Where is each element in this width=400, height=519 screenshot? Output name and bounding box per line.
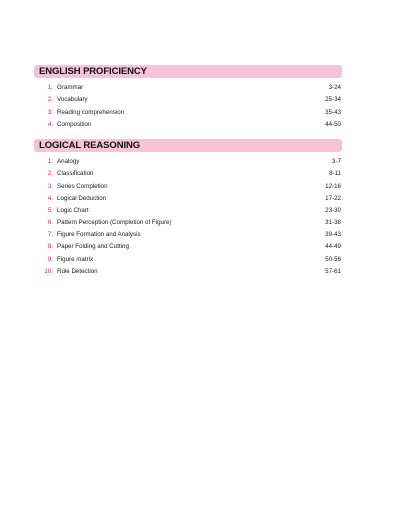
item-label: Figure matrix [57, 255, 94, 263]
item-pages: 23-30 [325, 206, 341, 214]
item-pages: 35-43 [325, 108, 341, 116]
list-item [34, 82, 342, 94]
item-pages: 17-22 [325, 194, 341, 202]
list-item [34, 217, 342, 229]
item-pages: 44-49 [325, 243, 341, 251]
item-label: Reading comprehension [57, 108, 125, 116]
item-label: Composition [57, 120, 92, 128]
item-pages: 57-61 [325, 267, 341, 275]
section-english-proficiency [34, 65, 342, 131]
item-label: Pattern Perception (Completion of Figure) [57, 219, 172, 227]
item-number: 6. [47, 219, 53, 227]
item-pages: 25-34 [325, 96, 341, 104]
list-item [34, 119, 342, 131]
item-number: 8. [47, 243, 53, 251]
item-label: Grammar [57, 84, 84, 91]
item-number: 2. [47, 170, 53, 178]
section-header [34, 65, 342, 78]
list-item [34, 94, 342, 106]
item-label: Series Completion [57, 182, 108, 190]
item-number: 3. [47, 182, 53, 190]
item-number: 2. [47, 96, 53, 104]
item-number: 3. [47, 108, 53, 116]
item-pages: 8-11 [329, 170, 341, 178]
section-header [34, 139, 342, 152]
item-number: 1. [47, 84, 53, 91]
list-item [34, 107, 342, 119]
table-of-contents [34, 65, 342, 286]
list-item [34, 266, 342, 278]
item-pages: 3-24 [328, 84, 341, 91]
item-label: Rule Detection [57, 267, 98, 275]
item-pages: 44-50 [325, 120, 341, 128]
item-pages: 12-16 [325, 182, 341, 190]
item-pages: 39-43 [325, 231, 341, 239]
contents-list [34, 82, 342, 131]
list-item [34, 168, 342, 180]
contents-list [34, 156, 342, 278]
list-item [34, 254, 342, 266]
item-label: Vocabulary [57, 96, 88, 104]
item-number: 4. [47, 120, 53, 128]
list-item [34, 156, 342, 168]
section-logical-reasoning [34, 139, 342, 278]
item-label: Logic Chart [57, 206, 89, 214]
item-label: Paper Folding and Cutting [57, 243, 129, 251]
item-label: Analogy [57, 158, 80, 166]
item-number: 9. [47, 255, 53, 263]
item-pages: 50-56 [325, 255, 341, 263]
item-number: 5. [47, 206, 53, 214]
section-title: LOGICAL REASONING [39, 140, 141, 152]
item-label: Logical Deduction [57, 194, 107, 202]
item-pages: 31-38 [325, 219, 341, 227]
list-item [34, 181, 342, 193]
section-title: ENGLISH PROFICIENCY [39, 66, 147, 77]
item-number: 7. [47, 231, 53, 239]
item-pages: 3-7 [332, 158, 341, 166]
item-number: 4. [47, 194, 53, 202]
list-item [34, 205, 342, 217]
list-item [34, 242, 342, 254]
item-number: 10. [44, 267, 53, 275]
item-label: Classification [57, 170, 94, 178]
list-item [34, 193, 342, 205]
list-item [34, 229, 342, 241]
item-label: Figure Formation and Analysis [57, 231, 141, 239]
item-number: 1. [47, 158, 53, 166]
